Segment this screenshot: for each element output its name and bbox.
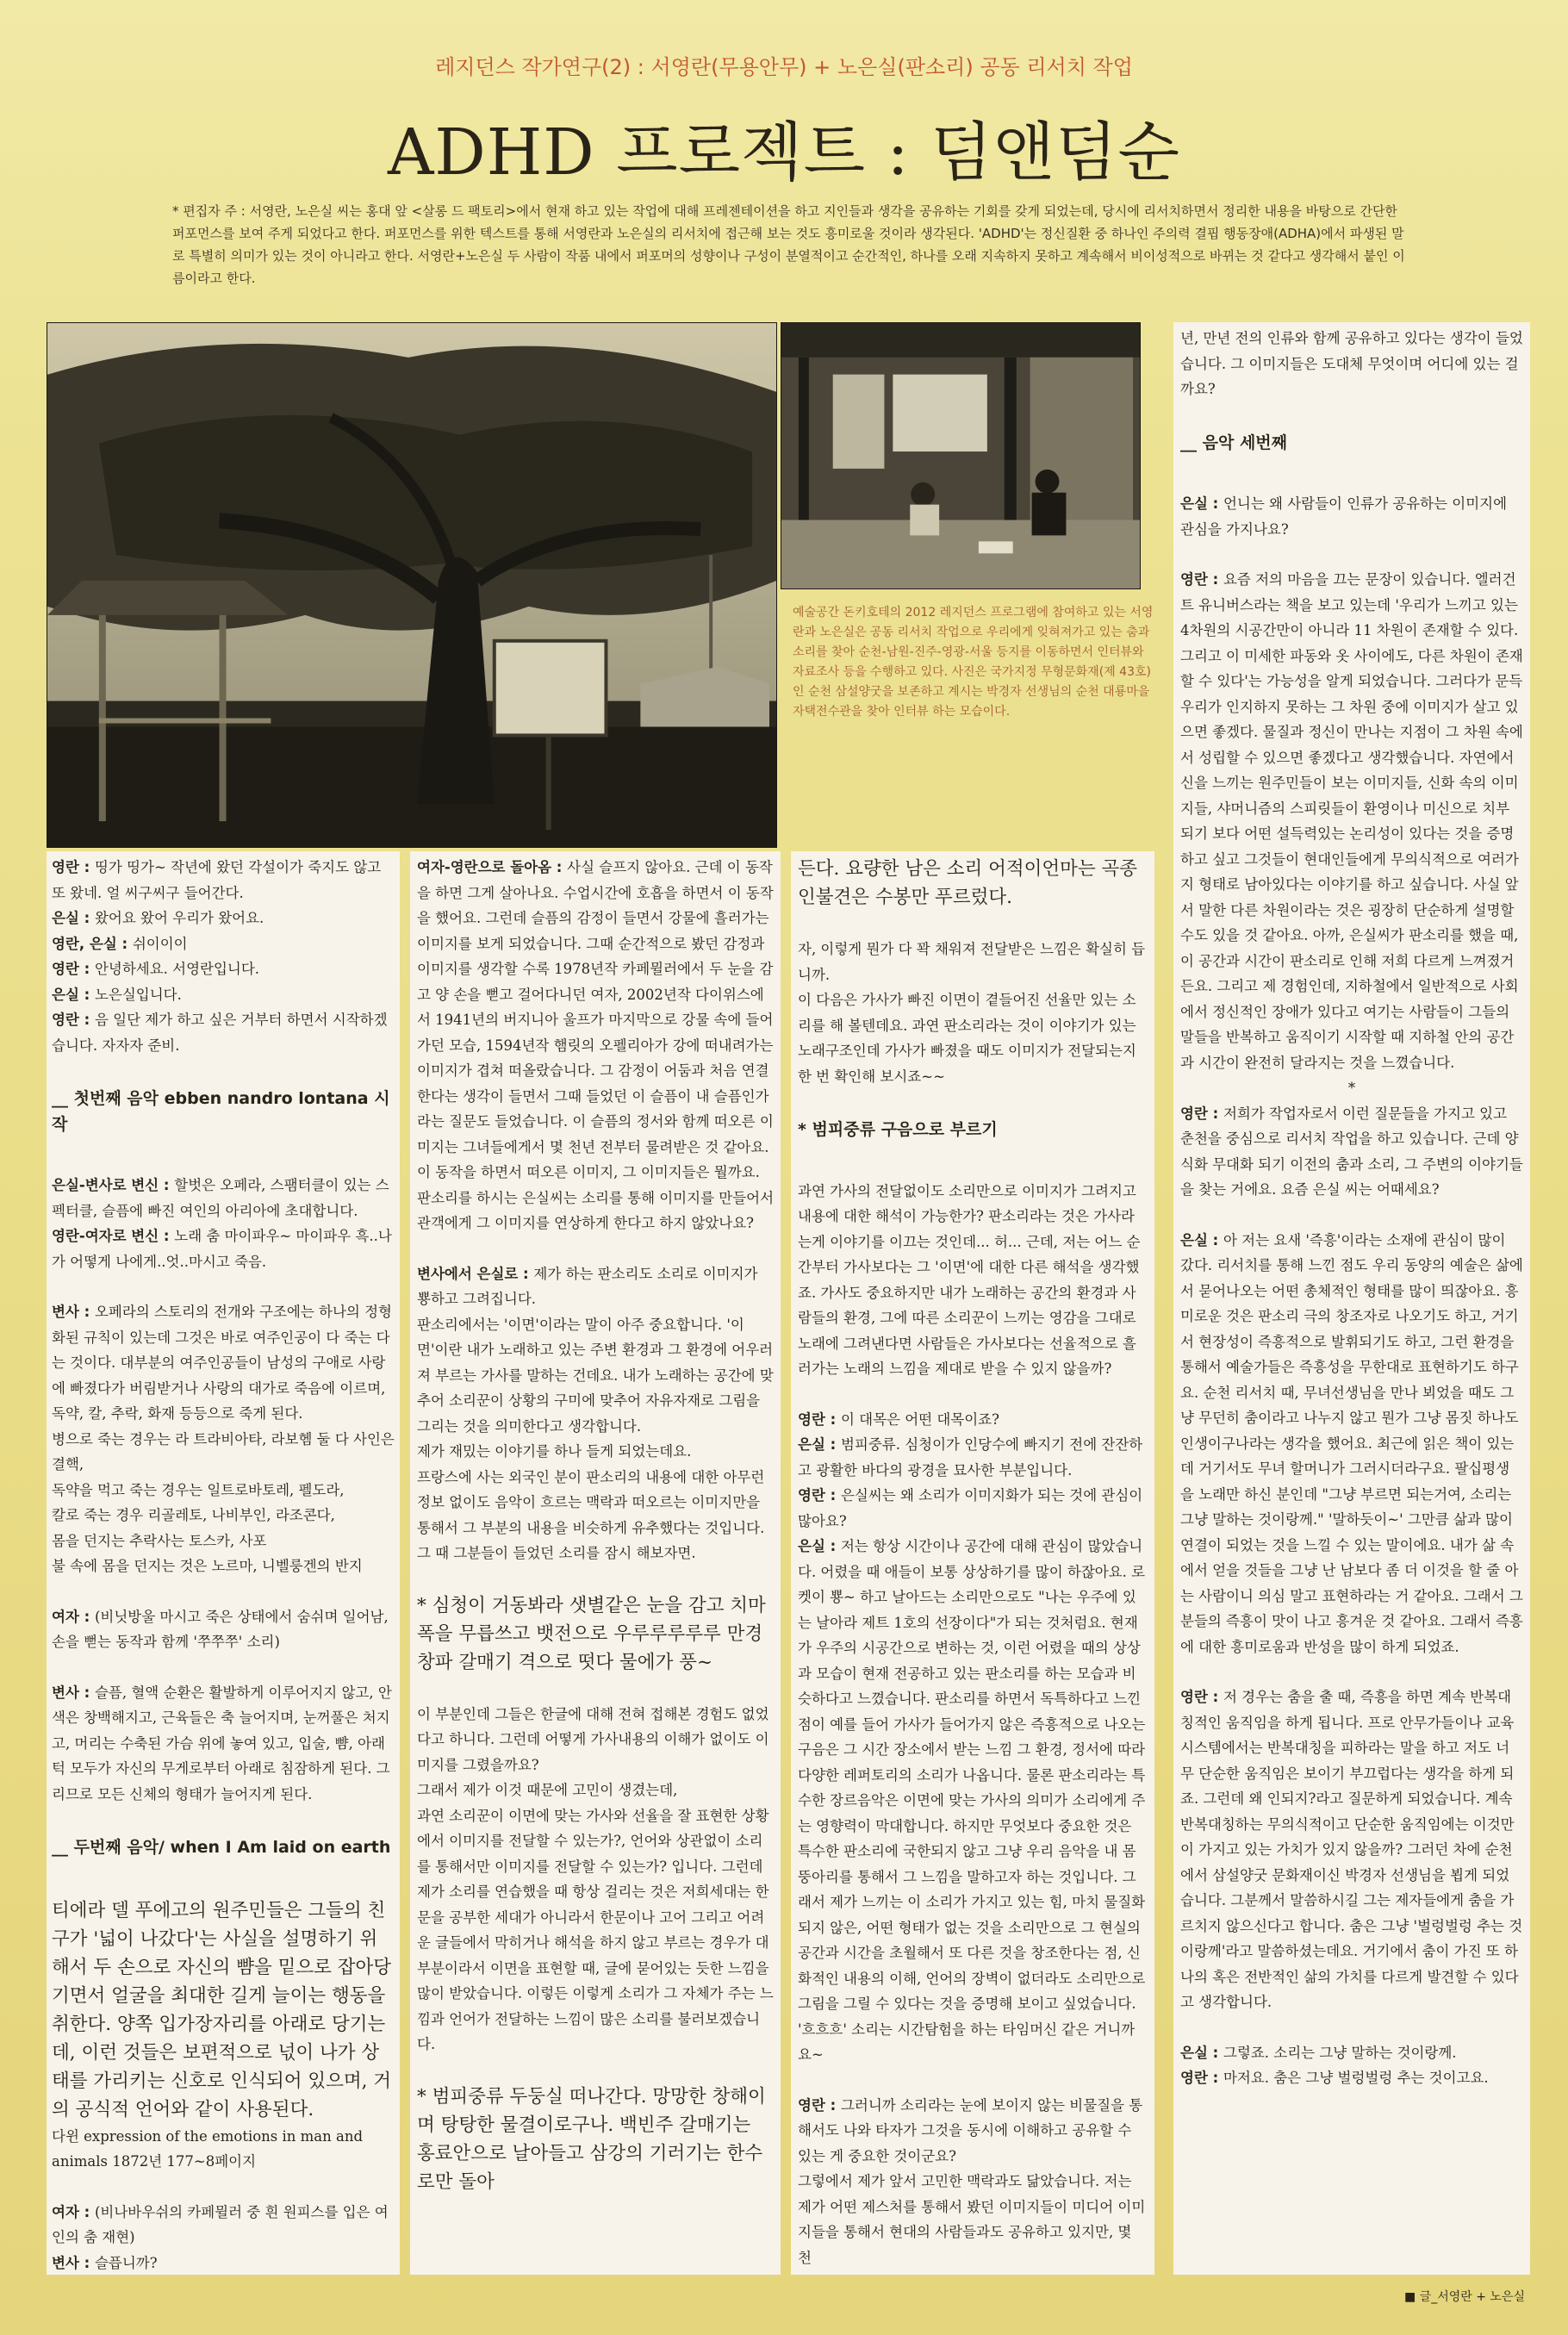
pansori-quote-cont: 든다. 요량한 남은 소리 어적이언마는 곡종인불견은 수봉만 푸르렀다. (798, 858, 1138, 908)
dialog-line: 변사에서 은실로 : 제가 하는 판소리도 소리로 이미지가 뿅하고 그려집니다. (417, 1265, 758, 1307)
text-column-2 (410, 851, 781, 2275)
dialog-line: 여자 : (비나바우쉬의 카페뮐러 중 흰 원피스를 입은 여인의 춤 재현) (52, 2203, 389, 2245)
body-paragraph: 판소리에서는 '이면'이라는 말이 아주 중요합니다. '이면'이란 내가 노래하고 있는 주변 환경과 그 환경에 어우러져 부르는 가사를 말하는 건데요. 내가 노래하는 공간에 맞추어 소리꾼이 상황의 구미에 맞추어 자유자재로 그림을 그리는 것을 의미한다고 생각합니다. (417, 1316, 774, 1435)
pansori-quote-3: * 범피중류 구음으로 부르기 (798, 1120, 998, 1139)
hanok-room-photo (781, 322, 1141, 589)
dialog-line: 여자-영란으로 돌아옴 : 사실 슬프지 않아요. 근데 이 동작을 하면 그게 살아나요. 수업시간에 호흡을 하면서 이 동작을 했어요. 그런데 슬픔의 감정이 들면서 강물에 흘러가는 이미지를 보게 되었습니다. 그때 순간적으로 봤던 감정과 이미지를 생각할 수록 1978년작 카페뮐러에서 두 눈을 감고 양 손을 뻗고 걸어다니던 여자, 2002년작 다이위스에서 1941년의 버지니아 울프가 마지막으로 강물 속에 들어가던 모습, 1594년작 햄릿의 오펠리아가 강에 떠내려가는 이미지가 겹쳐 떠올랐습니다. 그 감정이 어둠과 처음 연결한다는 생각이 들면서 그때 들었던 이 슬픔이 내 슬픔인가라는 질문도 들었습니다. 이 슬픔의 정서와 함께 떠오른 이미지는 그녀들에게서 몇 천년 전부터 물려받은 것 같아요. (417, 859, 774, 1155)
section-heading-1: __ 첫번째 음악 ebben nandro lontana 시작 (52, 1089, 390, 1134)
body-paragraph: 이 다음은 가사가 빠진 이면이 곁들어진 선율만 있는 소리를 해 볼텐데요. 과연 판소리라는 것이 이야기가 있는 노래구조인데 가사가 빠졌을 때도 이미지가 전달되는지 한 번 확인해 보시죠~~ (798, 992, 1136, 1085)
dialog-line: 은실 : 왔어요 왔어 우리가 왔어요. (52, 910, 264, 926)
narration-paragraph: 변사 : 오페라의 스토리의 전개와 구조에는 하나의 정형화된 규칙이 있는데 그것은 바로 여주인공이 다 죽는 다는 것이다. 대부분의 여주인공들이 남성의 구애로 사랑에 빠졌다가 버림받거나 사랑의 대가로 죽음에 이르며, 독약, 칼, 추락, 화재 등등으로 죽게 된다. (52, 1304, 392, 1422)
body-paragraph: 과연 소리꾼이 이면에 맞는 가사와 선율을 잘 표현한 상황에서 이미지를 전달할 수 있는가?, 언어와 상관없이 소리를 통해서만 이미지를 전달할 수 있는가? 입니다. 그런데 제가 소리를 연습했을 때 항상 걸리는 것은 저희세대는 한문을 공부한 세대가 아니라서 한문이나 고어 그리고 어려운 글들에서 막히거나 해석을 하지 않고 부르는 경우가 대부분이라서 이면을 표현할 때, 글에 묻어있는 듯한 느낌을 많이 받았습니다. 이렇든 이렇게 소리가 그 자체가 주는 느낌과 언어가 전달하는 느낌이 많은 소리를 불러보겠습니다. (417, 1807, 774, 2052)
dialog-line: 은실 : 언니는 왜 사람들이 인류가 공유하는 이미지에 관심을 가지나요? (1180, 495, 1508, 538)
section-divider: * (1347, 1080, 1356, 1096)
dialog-line: 영란 : 음 일단 제가 하고 싶은 거부터 하면서 시작하겠습니다. 자자자 준비. (52, 1012, 388, 1054)
editor-note: * 편집자 주 : 서영란, 노은실 씨는 홍대 앞 <살롱 드 팩토리>에서 현재 하고 있는 작업에 대해 프레젠테이션을 하고 지인들과 생각을 공유하는 기회를 갖게 되었는데, 당시에 리서치하면서 정리한 내용을 바탕으로 간단한 퍼포먼스를 보여 주게 되었다고 한다. 퍼포먼스를 위한 텍스트를 통해 서영란과 노은실의 리서치에 접근해 보는 것도 흥미로울 것이라 생각된다. 'ADHD'는 정신질환 중 하나인 주의력 결핍 행동장애(ADHA)에서 파생된 말로 특별히 의미가 있는 것이 아니라고 한다. 서영란+노은실 두 사람이 작품 내에서 퍼포머의 성향이나 구성이 분열적이고 순간적인, 하나를 오래 지속하지 못하고 계속해서 비이성적으로 바뀌는 것 같다고 생각해서 붙인 이름이라고 한다. (172, 203, 1405, 286)
col1-dialog (52, 855, 395, 1058)
dialog-line: 은실 : 범피중류. 심청이가 인당수에 빠지기 전에 잔잔하고 광활한 바다의 광경을 묘사한 부분입니다. (798, 1436, 1143, 1479)
dialog-line: 영란 : 이 대목은 어떤 대목이죠? (798, 1410, 999, 1428)
photo-caption: 예술공간 돈키호테의 2012 레지던스 프로그램에 참여하고 있는 서영란과 노은실은 공동 리서치 작업으로 우리에게 잊혀져가고 있는 춤과 소리를 찾아 순천-남원-진주-영광-서울 등지를 이동하면서 인터뷰와 자료조사 등을 수행하고 있다. 사진은 국가지정 무형문화재(제 43호)인 순천 삼설양굿을 보존하고 계시는 박경자 선생님의 순천 대룡마을 자택전수관을 찾아 인터뷰 하는 모습이다. (793, 606, 1154, 719)
body-paragraph: 년, 만년 전의 인류와 함께 공유하고 있다는 생각이 들었습니다. 그 이미지들은 도대체 무엇이며 어디에 있는 걸까요? (1180, 330, 1523, 397)
author-credit: ■ 글_서영란 + 노은실 (1404, 2290, 1525, 2304)
darwin-quote: 티에라 델 푸에고의 원주민들은 그들의 친구가 '넓이 나갔다'는 사실을 설명하기 위해서 두 손으로 자신의 뺨을 밑으로 잡아당기면서 얼굴을 최대한 길게 늘이는 행동을 취한다. 양쪽 입가장자리를 아래로 당기는데, 이런 것들은 보편적으로 넋이 나가 상태를 가리키는 신호로 인식되어 있으며, 거의 공식적 언어와 같이 사용된다. (52, 1899, 392, 2120)
dialog-line: 영란 : 은실씨는 왜 소리가 이미지화가 되는 것에 관심이 많아요? (798, 1487, 1143, 1529)
body-paragraph: 자, 이렇게 뭔가 다 꽉 채워져 전달받은 느낌은 확실히 듭니까. (798, 941, 1146, 983)
body-paragraph: 프랑스에 사는 외국인 분이 판소리의 내용에 대한 아무런 정보 없이도 음악이 흐르는 맥락과 떠오르는 이미지만을 통해서 그 부분의 내용을 비슷하게 유추했다는 것입니다. 그 때 그분들이 들었던 소리를 잠시 해보자면. (417, 1468, 765, 1561)
dialog-line: 영란-여자로 변신 : 노래 춤 마이파우~ 마이파우 흑..나가 어떻게 나에게..엇..마시고 죽음. (52, 1228, 392, 1270)
dialog-line: 은실 : 아 저는 요새 '즉흥'이라는 소재에 관심이 많이 갔다. 리서치를 통해 느낀 점도 우리 동양의 예술은 삶에서 묻어나오는 어떤 총체적인 형태를 많이 띄잖아요. 흥미로운 것은 판소리 극의 창조자로 나오기도 하고, 거기서 현장성이 즉흥적으로 발휘되기도 하고, 그런 환경을 통해서 예술가들은 즉흥성을 무한대로 표현하기도 하구요. 순천 리서치 때, 무녀선생님을 만나 뵈었을 때도 그냥 무던히 춤이라고 나누지 않고 뭔가 그냥 몸짓 하나도 인생이구나라는 생각을 했어요. 최근에 읽은 책이 있는데 거기서도 무녀 할머니가 그러시더라구요. 팔십평생을 노래만 하신 분인데 "그냥 부르면 되는거여, 소리는 그냥 말하는 것이랑께." '말하듯이~' 그만큼 삶과 많이 연결이 되었는 것을 느낄 수 있는 말이에요. 내가 삶 속에서 얻을 것들을 그냥 난 남보다 좀 더 이것을 할 줄 아는 사람이니 의심 말고 표현하라는 거 같아요. 그래서 그 분들의 즉흥이 맛이 나고 흥겨운 것 같아요. 그래서 즉흥에 대한 흥미로움과 반성을 많이 하게 되었죠. (1180, 1231, 1523, 1655)
dialog-line: 은실 : 그렇죠. 소리는 그냥 말하는 것이랑께. (1180, 2044, 1457, 2061)
dialog-line: 영란 : 저희가 작업자로서 이런 질문들을 가지고 있고 춘천을 중심으로 리서치 작업을 하고 있습니다. 근데 양식화 무대화 되기 이전의 춤과 소리, 그 주변의 이야기들을 찾는 거에요. 요즘 은실 씨는 어때세요? (1180, 1105, 1523, 1198)
quote-source: 다윈 expression of the emotions in man and animals 1872년 177~8페이지 (52, 2127, 364, 2170)
dialog-line: 영란 : 마저요. 춤은 그냥 벌렁벌렁 추는 것이고요. (1180, 2070, 1489, 2086)
tree-pavilion-image (47, 323, 776, 847)
death-list-item: 병으로 죽는 경우는 라 트라비아타, 라보헴 둘 다 사인은 결핵, (52, 1430, 395, 1473)
text-column-1 (47, 851, 400, 2275)
body-paragraph: 이 부분인데 그들은 한글에 대해 전혀 접해본 경험도 없었다고 하니다. 그런데 어떻게 가사내용의 이해가 없이도 이미지를 그렸을까요? (417, 1705, 769, 1773)
section-heading-3: __ 음악 세번째 (1180, 433, 1287, 452)
tree-pavilion-photo (47, 322, 777, 848)
text-column-3 (791, 851, 1154, 2275)
body-paragraph: 그렇에서 제가 앞서 고민한 맥락과도 닮았습니다. 저는 제가 어떤 제스처를 통해서 봤던 이미지들이 미디어 이미지들을 통해서 현대의 사람들과도 공유하고 있지만, 몇 천 (798, 2173, 1146, 2266)
dialog-line: 영란 : 요즘 저의 마음을 끄는 문장이 있습니다. 엘러건트 유니버스라는 책을 보고 있는데 '우리가 느끼고 있는 4차원의 시공간만이 아니라 11 차원이 존재할 수 있다. 그리고 이 미세한 파동와 옷 사이에도, 다른 차원이 존재할 수 있다'는 가능성을 알게 되었습니다. 그러다가 문득 우리가 인지하지 못하는 그 차원 중에 이미지가 살고 있으면 좋겠다. 물질과 정신이 만나는 지점이 그 차원 속에서 성립할 수 있으면 좋겠다고 생각했습니다. 자연에서 신을 느끼는 원주민들이 보는 이미지들, 신화 속의 이미지들, 샤머니즘의 스피릿들이 환영이나 미신으로 치부되기 보다 어떤 설득력있는 논리성이 있다는 것을 증명하고 싶고 그것들이 현대인들에게 무의식적으로 여러가지 형태로 남아있다는 이야기를 하고 싶습니다. 사실 앞서 말한 다른 차원이라는 것은 굉장히 단순하게 설명할 수도 있을 것 같아요. 아까, 은실씨가 판소리를 했을 때, 이 공간과 시간이 판소리로 인해 저희 다르게 느껴졌거든요. 그리고 제 경험인데, 지하철에서 일반적으로 사회에서 정신적인 장애가 있다고 여기는 사람들이 그들의 말들을 반복하고 움직이기 시작할 때 지하철 안의 공간과 시간이 완전히 달라지는 것을 느꼈습니다. (1180, 571, 1523, 1071)
dialog-line: 은실-변사로 변신 : 할벗은 오페라, 스팸터클이 있는 스펙터클, 슬픔에 빠진 여인의 아리아에 초대합니다. (52, 1177, 389, 1219)
article-kicker: 레지던스 작가연구(2) : 서영란(무용안무) + 노은실(판소리) 공동 리서치 작업 (435, 55, 1133, 79)
hanok-room-image (781, 323, 1140, 588)
body-paragraph: 과연 가사의 전달없이도 소리만으로 이미지가 그려지고 내용에 대한 해석이 가능한가? 판소리라는 것은 가사라는게 이야기를 이끄는 것인데... 허... 근데, 저는 어느 순간부터 가사보다는 그 '이면'에 대한 다른 해석을 생각했죠. 가사도 중요하지만 내가 노래하는 공간의 환경과 사람들의 환경, 그에 따른 소리꾼이 느끼는 영감을 그대로 노래에 그려낸다면 사람들은 가사보다는 선율적으로 흘러가는 노래의 느낌을 제대로 받을 수 있지 않을까? (798, 1182, 1141, 1377)
article-title: ADHD 프로젝트 : 덤앤덤순 (387, 115, 1180, 190)
dialog-line: 영란 : 안녕하세요. 서영란입니다. (52, 961, 260, 977)
dialog-line: 영란, 은실 : 쉬이이이 (52, 935, 188, 952)
death-list-item: 불 속에 몸을 던지는 것은 노르마, 니벨룽겐의 반지 (52, 1558, 363, 1574)
dialog-line: 변사 : 슬픕니까? (52, 2254, 158, 2271)
death-list-item: 칼로 죽는 경우 리골레토, 나비부인, 라조콘다, (52, 1507, 335, 1523)
stage-direction: 여자 : (비닛방울 마시고 죽은 상태에서 숨쉬며 일어남, 손을 뻗는 동작과 함께 '쭈쭈쭈' 소리) (52, 1608, 389, 1650)
dialog-line: 영란 : 그러니까 소리라는 눈에 보이지 않는 비물질을 통해서도 나와 타자가 그것을 동시에 이해하고 공유할 수 있는 게 중요한 것이군요? (798, 2096, 1143, 2164)
dialog-line: 영란 : 저 경우는 춤을 출 때, 즉흥을 하면 계속 반복대칭적인 움직임을 하게 됩니다. 프로 안무가들이나 교육시스템에서는 반복대칭을 피하라는 말을 하고 저도 너무 단순한 움직임은 보이기 부끄럽다는 생각을 하게 되죠. 그런데 왜 인되지?라고 질문하게 되었습니다. 계속 반복대칭하는 무의식적이고 단순한 움직임에는 이것만이 가지고 있는 가치가 있지 않을까? 그러던 차에 순천에서 삼설양굿 문화재이신 박경자 선생님을 뵙게 되었습니다. 그분께서 말씀하시길 그는 제자들에게 춤을 가르치지 않으신다고 합니다. 춤은 그냥 '벌렁벌렁 추는 것이랑께'라고 말씀하셨는데요. 거기에서 춤이 가진 또 하나의 혹은 전반적인 삶의 가치를 다르게 발견할 수 있다고 생각합니다. (1180, 1689, 1523, 2010)
death-list-item: 독약을 먹고 죽는 경우는 일트로바토레, 펠도라, (52, 1481, 345, 1498)
section-heading-2: __ 두번째 음악/ when I Am laid on earth (52, 1838, 391, 1857)
body-paragraph: 그래서 제가 이것 때문에 고민이 생겼는데, (417, 1782, 678, 1798)
dialog-line: 영란 : 띵가 띵가~ 작년에 왔던 각설이가 죽지도 않고 또 왔네. 얼 씨구씨구 들어간다. (52, 859, 382, 901)
dialog-line: 은실 : 노은실입니다. (52, 986, 182, 1003)
text-column-4 (1173, 322, 1530, 2275)
pansori-quote-2: * 범피중류 두둥실 떠나간다. 망망한 창해이며 탕탕한 물결이로구나. 백빈주 갈매기는 홍료안으로 날아들고 삼강의 기러기는 한수로만 돌아 (417, 2085, 766, 2193)
body-paragraph: 제가 재밌는 이야기를 하나 들게 되었는데요. (417, 1443, 692, 1460)
dialog-line: 은실 : 저는 항상 시간이나 공간에 대해 관심이 많았습니다. 어렸을 때 애들이 보통 상상하기를 많이 하잖아요. 로켓이 뿅~ 하고 날아드는 소리만으로도 "나는 우주에 있는 날아라 제트 1호의 선장이다"가 되는 것처럼요. 현재가 우주의 시공간으로 변하는 것, 이런 어렸을 때의 상상과 모습이 현재 전공하고 있는 판소리를 하는 모습과 비슷하다고 느꼈습니다. 판소리를 하면서 독특하다고 느낀 점이 예를 들어 가사가 들어가지 않은 즉흥적으로 나오는 구음은 그 시간 장소에서 받는 느낌 그 환경, 정서에 따라 다양한 레퍼토리의 소리가 나옵니다. 물론 판소리라는 특수한 장르음악은 이면에 맞는 가사의 의미가 소리에게 주는 영향력이 막대합니다. 하지만 무엇보다 중요한 것은 특수한 판소리에 국한되지 않고 그냥 우리 음악을 내 몸뚱아리를 통해서 그 느낌을 말하고자 하는 것입니다. 그래서 제가 느끼는 이 소리가 가지고 있는 힘, 마치 물질화되지 않은, 어떤 형태가 없는 것을 소리만으로 그 현실의 공간과 시간을 초월해서 또 다른 것을 창조한다는 점, 신화적인 내용의 이해, 언어의 장벽이 없더라도 소리만으로 그림을 그릴 수 있다는 것을 증명해 보이고 싶었습니다. '흐흐흐' 소리는 시간탐험을 하는 타임머신 같은 거니까요~ (798, 1538, 1146, 2063)
narration-paragraph: 변사 : 슬픔, 혈액 순환은 활발하게 이루어지지 않고, 안색은 창백해지고, 근육들은 축 늘어지며, 눈꺼풀은 처지고, 머리는 수축된 가슴 위에 놓여 있고, 입술, 뺨, 아래턱 모두가 자신의 무게로부터 아래로 침잠하게 된다. 그리므로 모든 신체의 형태가 늘어지게 된다. (52, 1684, 392, 1803)
body-paragraph: 이 동작을 하면서 떠오른 이미지, 그 이미지들은 뭘까요. 판소리를 하시는 은실씨는 소리를 통해 이미지를 만들어서 관객에게 그 이미지를 연상하게 한다고 하지 않았나요? (417, 1164, 775, 1231)
pansori-quote-1: * 심청이 거동봐라 샛별같은 눈을 감고 치마폭을 무릅쓰고 뱃전으로 우루루루루루 만경창파 갈매기 격으로 떳다 물에가 풍~ (417, 1594, 766, 1673)
death-list-item: 몸을 던지는 추락사는 토스카, 사포 (52, 1532, 267, 1549)
